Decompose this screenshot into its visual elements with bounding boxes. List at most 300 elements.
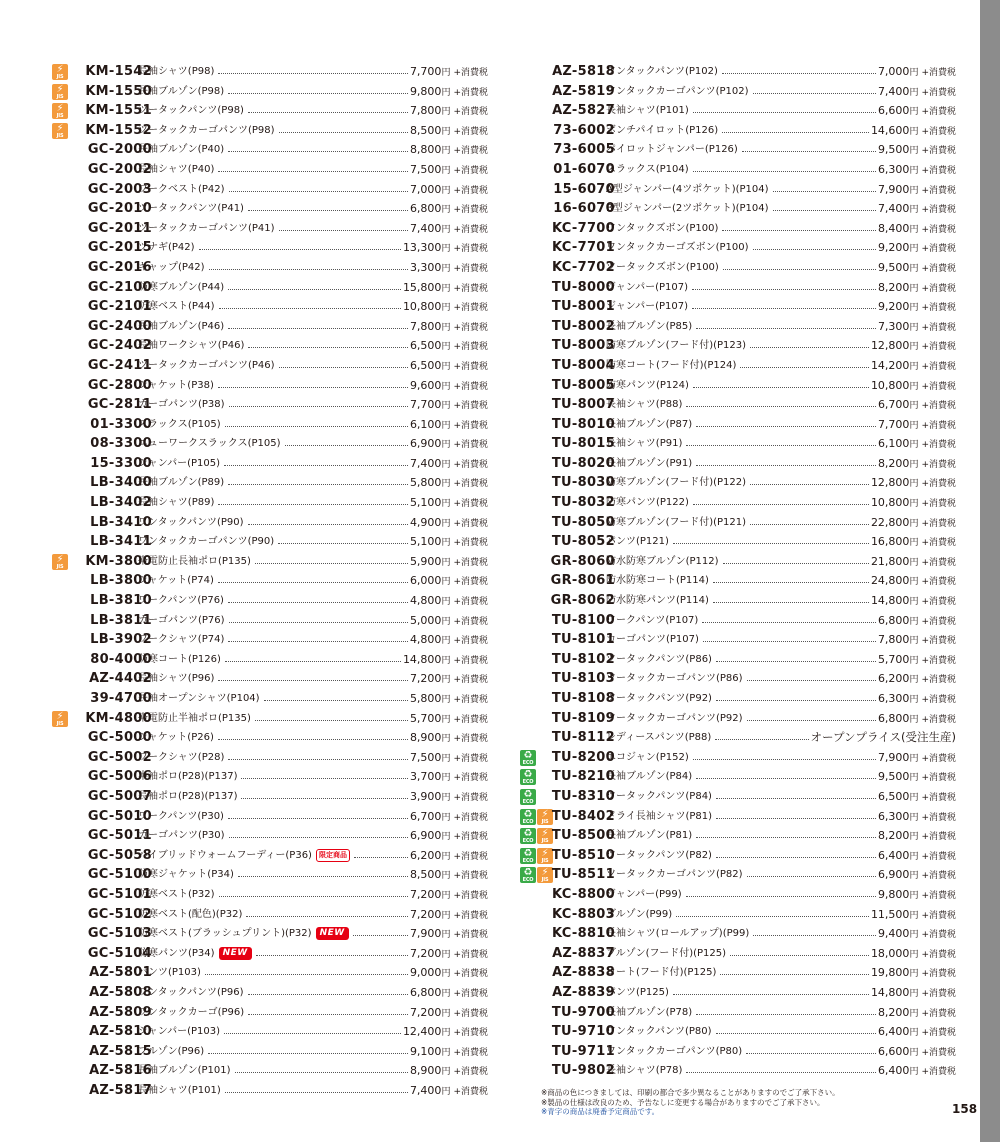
jis-label: JIS [56, 563, 64, 570]
yen-unit: 円 [909, 68, 919, 78]
yen-unit: 円 [909, 636, 919, 647]
leader-dots [218, 73, 408, 74]
product-code: TU-8007 [551, 397, 615, 413]
product-price [410, 1081, 488, 1103]
product-price [878, 1003, 956, 1025]
product-price [410, 513, 488, 535]
product-price [871, 356, 956, 378]
yen-unit: 円 [909, 871, 919, 882]
product-code: 16-6070 [553, 201, 615, 217]
yen-unit: 円 [441, 401, 451, 412]
new-badge: NEW [219, 947, 252, 960]
price-value: 7,500 [409, 750, 442, 764]
product-name [138, 611, 225, 631]
leader-dots [693, 387, 869, 388]
product-name [138, 180, 225, 200]
product-row [52, 963, 492, 983]
eco-symbol: ♻ [523, 749, 533, 761]
price-value: 7,400 [877, 84, 910, 98]
leader-dots [686, 1072, 876, 1073]
product-row [520, 807, 960, 827]
yen-unit: 円 [441, 107, 451, 118]
price-value: 3,300 [409, 260, 442, 274]
product-name [138, 1022, 220, 1042]
yen-unit: 円 [909, 949, 919, 960]
yen-unit: 円 [441, 1086, 451, 1097]
product-price [878, 238, 956, 260]
yen-unit: 円 [441, 577, 451, 588]
product-row [520, 669, 960, 689]
jis-label: JIS [541, 877, 549, 884]
leader-dots [199, 249, 401, 250]
leader-dots [716, 1033, 876, 1034]
yen-unit: 円 [909, 440, 919, 451]
product-name-text: ツータックパンツ(P86) [606, 653, 712, 665]
product-price [410, 787, 488, 809]
product-name [606, 297, 688, 317]
footnote-spec: ※製品の仕様は改良のため、予告なしに変更する場合がありますのでご了承下さい。 [541, 1097, 825, 1107]
product-code: TU-8511 [551, 867, 615, 883]
product-code: LB-3402 [90, 495, 152, 511]
product-name-text: ワークパンツ(P107) [606, 614, 699, 626]
product-price [410, 1061, 488, 1083]
product-name-text: 長袖シャツ(P78) [606, 1065, 683, 1077]
product-price [410, 219, 488, 241]
yen-unit: 円 [909, 851, 919, 862]
product-row [52, 160, 492, 180]
product-row [520, 297, 960, 317]
product-row [520, 395, 960, 415]
product-code: KC-7702 [551, 259, 615, 275]
product-price [410, 180, 488, 202]
product-code: TU-8003 [551, 338, 615, 354]
product-code: GR-8062 [550, 593, 615, 609]
product-code: LB-3410 [90, 514, 152, 530]
product-row [52, 709, 492, 729]
yen-unit: 円 [441, 734, 451, 745]
tax-note: +消費税 [453, 890, 488, 901]
tax-note: +消費税 [921, 1008, 956, 1019]
price-value: 6,500 [877, 789, 910, 803]
product-code: KC-8800 [551, 886, 615, 902]
leader-dots [205, 974, 408, 975]
tax-note: +消費税 [453, 361, 488, 372]
product-price [410, 924, 488, 946]
leader-dots [753, 93, 876, 94]
price-value: 7,800 [409, 319, 442, 333]
leader-dots [722, 230, 876, 231]
leader-dots [723, 269, 876, 270]
product-row [520, 278, 960, 298]
product-name-text: 防寒ジャケット(P34) [138, 869, 234, 881]
product-price [410, 62, 488, 84]
product-code: TU-8109 [551, 710, 615, 726]
price-value: 12,400 [402, 1025, 442, 1039]
product-name [606, 258, 719, 278]
tax-note: +消費税 [453, 420, 488, 431]
price-value: 6,800 [877, 613, 910, 627]
product-price [403, 650, 488, 672]
tax-note: +消費税 [921, 930, 956, 941]
tax-note: +消費税 [453, 126, 488, 137]
product-row [52, 395, 492, 415]
product-name-text: 防寒ブルゾン(フード付)(P123) [606, 340, 747, 352]
yen-unit: 円 [441, 871, 451, 882]
product-name-text: ワンタックパンツ(P80) [606, 1026, 712, 1038]
product-code: GC-5058 [87, 847, 152, 863]
product-code: GC-5104 [87, 945, 152, 961]
product-name [138, 1003, 244, 1023]
product-row [520, 160, 960, 180]
product-name [606, 924, 749, 944]
price-value: 19,800 [870, 966, 910, 980]
price-value: 7,900 [409, 927, 442, 941]
price-value: 8,800 [409, 143, 442, 157]
yen-unit: 円 [441, 185, 451, 196]
product-code: GC-2010 [87, 201, 152, 217]
price-value: 22,800 [870, 515, 910, 529]
yen-unit: 円 [909, 695, 919, 705]
product-price [878, 630, 956, 652]
leader-dots [686, 445, 876, 446]
product-code: 15-3300 [90, 455, 152, 471]
price-value: 7,400 [409, 1083, 442, 1097]
yen-unit: 円 [909, 616, 919, 627]
price-value: 15,800 [402, 280, 442, 294]
tax-note: +消費税 [453, 244, 488, 255]
leader-dots [686, 896, 876, 897]
price-value: 7,700 [409, 65, 442, 78]
product-name-text: カーゴパンツ(P38) [138, 399, 225, 411]
product-name-text: 長袖ブルゾン(P40) [138, 144, 225, 156]
price-value: 5,800 [409, 476, 442, 490]
new-badge: NEW [316, 927, 349, 940]
price-value: 6,700 [877, 398, 910, 412]
product-name-text: ブルゾン(P99) [606, 908, 673, 920]
product-name-text: 防水防寒ブルゾン(P112) [606, 555, 719, 567]
price-value: 7,000 [877, 65, 910, 78]
product-price [410, 317, 488, 339]
price-value: 7,200 [409, 946, 442, 960]
price-value: 9,500 [877, 143, 910, 157]
tax-note: +消費税 [453, 322, 488, 333]
tax-note: +消費税 [453, 401, 488, 412]
product-name [606, 180, 769, 200]
jis-symbol: ⚡ [56, 103, 64, 115]
yen-unit: 円 [441, 126, 451, 137]
product-code: AZ-5801 [89, 965, 152, 981]
price-value: 6,200 [409, 848, 442, 862]
leader-dots [696, 1014, 876, 1015]
leader-dots [218, 387, 408, 388]
tax-note: +消費税 [453, 812, 488, 823]
tax-note: +消費税 [453, 499, 488, 510]
yen-unit: 円 [909, 597, 919, 608]
product-name-text: ツータックカーゴパンツ(P41) [138, 222, 275, 234]
product-row [52, 924, 492, 944]
leader-dots [255, 720, 408, 721]
product-name-text: ジャケット(P74) [138, 575, 214, 587]
leader-dots [713, 582, 869, 583]
product-name [138, 669, 214, 689]
leader-dots [742, 151, 876, 152]
tax-note: +消費税 [921, 910, 956, 921]
tax-note: +消費税 [453, 1067, 488, 1078]
product-name-text: ワークベスト(P42) [138, 183, 225, 195]
tax-note: +消費税 [921, 499, 956, 510]
yen-unit: 円 [909, 518, 919, 529]
product-name-text: 長袖シャツ(P91) [606, 438, 683, 450]
product-price [878, 199, 956, 221]
product-name [138, 571, 214, 591]
jis-label: JIS [56, 93, 64, 100]
yen-unit: 円 [909, 792, 919, 803]
product-name-text: 長袖ブルゾン(P46) [138, 320, 225, 332]
eco-label: ECO [522, 798, 534, 805]
price-value: 10,800 [870, 496, 910, 510]
yen-unit: 円 [441, 420, 451, 431]
product-name [606, 709, 743, 729]
leader-dots [723, 563, 869, 564]
tax-note: +消費税 [453, 381, 488, 392]
leader-dots [753, 935, 876, 936]
product-name-text: ジャンパー(P107) [606, 281, 689, 293]
product-price [871, 944, 956, 966]
row-icons [52, 64, 68, 80]
product-code: GC-5101 [87, 886, 152, 902]
product-code: TU-8101 [551, 632, 615, 648]
product-price [878, 807, 956, 829]
product-name [138, 885, 215, 905]
tax-note: +消費税 [921, 224, 956, 235]
tax-note: +消費税 [453, 851, 488, 862]
product-name [606, 101, 689, 121]
product-row [52, 219, 492, 239]
tax-note: +消費税 [921, 949, 956, 960]
product-list-right [520, 62, 960, 1081]
yen-unit: 円 [441, 146, 451, 157]
price-value: 9,100 [409, 1044, 442, 1058]
leader-dots [696, 426, 876, 427]
product-row [52, 415, 492, 435]
product-price [878, 62, 956, 84]
yen-unit: 円 [909, 675, 919, 686]
tax-note: +消費税 [453, 773, 488, 784]
product-name-text: ワークシャツ(P28) [138, 751, 225, 763]
product-price [878, 1022, 956, 1044]
product-row [52, 532, 492, 552]
yen-unit: 円 [441, 1008, 451, 1019]
product-row [520, 787, 960, 807]
product-row [52, 905, 492, 925]
product-price [878, 865, 956, 887]
product-name-text: カーゴパンツ(P30) [138, 830, 225, 842]
price-value: 6,700 [409, 809, 442, 823]
product-name [606, 199, 769, 219]
leader-dots [747, 876, 876, 877]
jis-mark-icon [52, 64, 68, 80]
price-value: 6,900 [409, 829, 442, 843]
tax-note: +消費税 [453, 675, 488, 686]
leader-dots [747, 720, 876, 721]
product-code: TU-8050 [551, 514, 615, 530]
jis-symbol: ⚡ [56, 710, 64, 722]
product-name [606, 591, 709, 611]
product-name-text: ボンチパイロット(P126) [606, 124, 719, 136]
product-code: AZ-5815 [89, 1043, 152, 1059]
leader-dots [285, 445, 408, 446]
jis-label: JIS [56, 113, 64, 120]
product-code: GC-5102 [87, 906, 152, 922]
yen-unit: 円 [909, 479, 919, 490]
price-value: 13,300 [402, 241, 442, 255]
product-name [138, 395, 225, 415]
product-price [410, 963, 488, 985]
product-name [138, 62, 214, 82]
yen-unit: 円 [441, 518, 451, 529]
product-row [520, 415, 960, 435]
product-name [606, 552, 719, 572]
product-name [606, 728, 711, 748]
product-price [878, 140, 956, 162]
eco-symbol: ♻ [523, 867, 533, 879]
tax-note: +消費税 [453, 714, 488, 725]
yen-unit: 円 [441, 322, 451, 333]
eco-mark-icon [520, 789, 536, 805]
product-name-text: 長袖ブルゾン(P85) [606, 320, 693, 332]
tax-note: +消費税 [453, 107, 488, 118]
leader-dots [278, 543, 408, 544]
price-value: 14,200 [870, 358, 910, 372]
product-row [520, 1022, 960, 1042]
product-name [606, 807, 712, 827]
leader-dots [238, 876, 408, 877]
leader-dots [248, 112, 408, 113]
product-name-text: ジャンパー(P103) [138, 1026, 221, 1038]
product-row [520, 944, 960, 964]
product-price [871, 376, 956, 398]
price-value: 6,900 [409, 437, 442, 451]
yen-unit: 円 [441, 773, 451, 784]
yen-unit: 円 [909, 988, 919, 999]
product-code: TU-8112 [551, 730, 615, 746]
product-name-text: 防寒パンツ(P124) [606, 379, 689, 391]
product-row [520, 963, 960, 983]
product-row [520, 611, 960, 631]
product-name [606, 748, 689, 768]
yen-unit: 円 [909, 538, 919, 549]
tax-note: +消費税 [453, 1008, 488, 1019]
eco-label: ECO [522, 857, 534, 864]
product-code: AZ-5819 [552, 83, 615, 99]
jis-symbol: ⚡ [56, 64, 64, 75]
product-price [410, 826, 488, 848]
price-value: 6,800 [409, 202, 442, 216]
product-name [606, 1061, 682, 1081]
yen-unit: 円 [441, 812, 451, 823]
jis-mark-icon [52, 123, 68, 139]
tax-note: +消費税 [453, 342, 488, 353]
product-row [520, 493, 960, 513]
yen-unit: 円 [441, 283, 451, 294]
tax-note: +消費税 [921, 185, 956, 196]
product-row [52, 317, 492, 337]
eco-label: ECO [522, 877, 534, 884]
jis-symbol: ⚡ [541, 808, 549, 820]
price-value: 8,500 [409, 868, 442, 882]
jis-mark-icon [52, 84, 68, 100]
price-value: 7,000 [409, 182, 442, 196]
product-name [138, 748, 224, 768]
product-name-text: 長袖ポロ(P28)(P137) [138, 790, 238, 802]
leader-dots [248, 210, 408, 211]
product-name-text: 防寒ベスト(P44) [138, 301, 215, 313]
yen-unit: 円 [909, 401, 919, 412]
tax-note: +消費税 [453, 988, 488, 999]
product-code: GC-5011 [87, 828, 152, 844]
product-row [520, 1003, 960, 1023]
tax-note: +消費税 [921, 655, 956, 666]
product-code: GC-5007 [87, 788, 152, 804]
price-value: 5,100 [409, 496, 442, 510]
product-code: TU-8000 [551, 279, 615, 295]
tax-note: +消費税 [453, 1086, 488, 1097]
product-code: 80-4000 [90, 651, 152, 667]
eco-label: ECO [522, 838, 534, 845]
product-name [138, 297, 215, 317]
product-name-text: 長袖シャツ(P89) [138, 497, 215, 509]
product-price [878, 278, 956, 300]
yen-unit: 円 [909, 930, 919, 941]
product-price [410, 1042, 488, 1064]
product-name-text: 長袖ブルゾン(P78) [606, 1006, 693, 1018]
product-code: AZ-5809 [89, 1004, 152, 1020]
yen-unit: 円 [909, 832, 919, 843]
price-value: 4,800 [409, 594, 442, 608]
product-row [520, 1061, 960, 1081]
yen-unit: 円 [441, 890, 451, 901]
product-name [138, 140, 224, 160]
product-name [606, 317, 692, 337]
yen-unit: 円 [909, 1047, 919, 1058]
product-code: GC-2016 [87, 259, 152, 275]
price-value: 6,400 [877, 848, 910, 862]
leader-dots [716, 661, 876, 662]
product-price [878, 709, 956, 731]
tax-note: +消費税 [921, 361, 956, 372]
yen-unit: 円 [441, 851, 451, 862]
leader-dots [246, 916, 408, 917]
product-price [410, 82, 488, 104]
product-name [138, 865, 234, 885]
product-price [403, 238, 488, 260]
product-price [878, 787, 956, 809]
leader-dots [279, 367, 408, 368]
product-row [520, 238, 960, 258]
product-price [878, 219, 956, 241]
product-code: AZ-4402 [89, 671, 152, 687]
product-name-text: パンツ(P121) [606, 536, 669, 548]
leader-dots [219, 896, 408, 897]
product-name-text: 長袖ブルゾン(P89) [138, 477, 225, 489]
product-name-text: レディースパンツ(P88) [606, 732, 712, 744]
product-code: AZ-5827 [552, 103, 615, 119]
product-name-text: ドライ長袖シャツ(P81) [606, 810, 713, 822]
tax-note: +消費税 [453, 753, 488, 764]
product-name [606, 434, 682, 454]
product-row [520, 885, 960, 905]
product-row [520, 865, 960, 885]
